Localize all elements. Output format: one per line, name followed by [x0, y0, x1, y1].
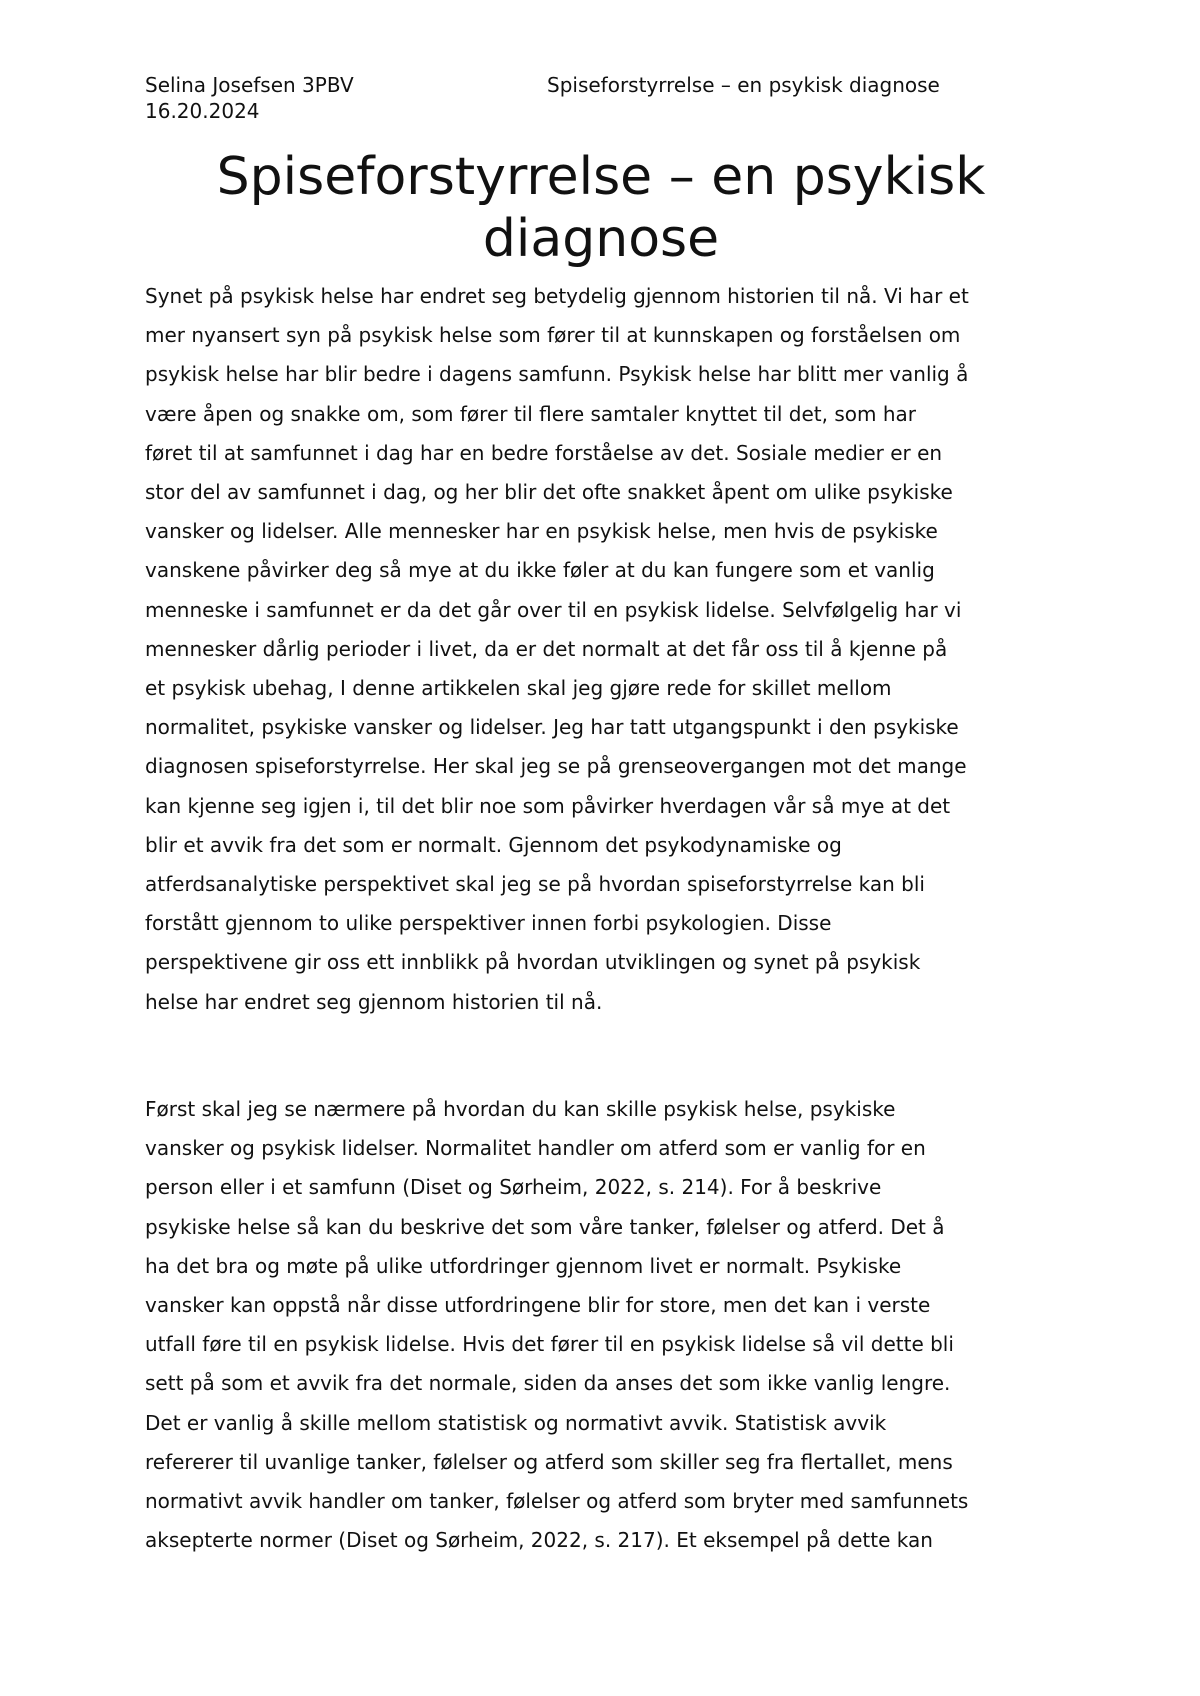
text-line: kan kjenne seg igjen i, til det blir noe som påvirker hverdagen vår så mye at det: [145, 793, 951, 818]
text-line: Synet på psykisk helse har endret seg betydelig gjennom historien til nå. Vi har et: [145, 284, 969, 308]
text-line: vansker og psykisk lidelser. Normalitet handler om atferd som er vanlig for en: [145, 1136, 926, 1161]
text-line: vansker kan oppstå når disse utfordringene blir for store, men det kan i verste: [145, 1293, 931, 1318]
text-line: aksepterte normer (Diset og Sørheim, 2022, s. 217). Et eksempel på dette kan: [145, 1528, 933, 1553]
text-line: psykiske helse så kan du beskrive det som våre tanker, følelser og atferd. Det å: [145, 1214, 945, 1239]
paragraph-intro: [145, 277, 1065, 1022]
document-title: [145, 146, 1057, 270]
text-line: helse har endret seg gjennom historien til nå.: [145, 989, 603, 1014]
text-line: psykisk helse har blir bedre i dagens samfunn. Psykisk helse har blitt mer vanlig å: [145, 362, 969, 387]
text-line: ha det bra og møte på ulike utfordringer gjennom livet er normalt. Psykiske: [145, 1253, 902, 1278]
text-line: normalitet, psykiske vansker og lidelser. Jeg har tatt utgangspunkt i den psykiske: [145, 715, 959, 740]
text-line: forstått gjennom to ulike perspektiver innen forbi psykologien. Disse: [145, 911, 832, 936]
text-line: stor del av samfunnet i dag, og her blir det ofte snakket åpent om ulike psykiske: [145, 480, 953, 505]
text-line: et psykisk ubehag, I denne artikkelen skal jeg gjøre rede for skillet mellom: [145, 676, 892, 701]
text-line: vansker og lidelser. Alle mennesker har en psykisk helse, men hvis de psykiske: [145, 519, 938, 544]
author-line: Selina Josefsen 3PBV: [145, 73, 354, 97]
header-left: [145, 72, 354, 124]
text-line: Det er vanlig å skille mellom statistisk og normativt avvik. Statistisk avvik: [145, 1410, 887, 1435]
text-line: normativt avvik handler om tanker, følelser og atferd som bryter med samfunnets: [145, 1489, 969, 1514]
title-line: diagnose: [482, 209, 720, 269]
running-title: Spiseforstyrrelse – en psykisk diagnose: [547, 73, 940, 97]
text-line: sett på som et avvik fra det normale, siden da anses det som ikke vanlig lengre.: [145, 1371, 951, 1396]
text-line: mennesker dårlig perioder i livet, da er det normalt at det får oss til å kjenne på: [145, 636, 948, 661]
text-line: diagnosen spiseforstyrrelse. Her skal jeg se på grenseovergangen mot det mange: [145, 754, 967, 779]
text-line: atferdsanalytiske perspektivet skal jeg se på hvordan spiseforstyrrelse kan bli: [145, 872, 925, 897]
text-line: vanskene påvirker deg så mye at du ikke føler at du kan fungere som et vanlig: [145, 558, 935, 583]
paragraph-normality: [145, 1090, 1065, 1560]
text-line: blir et avvik fra det som er normalt. Gjennom det psykodynamiske og: [145, 832, 842, 857]
title-line: Spiseforstyrrelse – en psykisk: [216, 147, 986, 207]
text-line: person eller i et samfunn (Diset og Sørheim, 2022, s. 214). For å beskrive: [145, 1175, 882, 1200]
text-line: refererer til uvanlige tanker, følelser og atferd som skiller seg fra flertallet, mens: [145, 1449, 953, 1474]
text-line: menneske i samfunnet er da det går over til en psykisk lidelse. Selvfølgelig har vi: [145, 597, 962, 622]
date-line: 16.20.2024: [145, 99, 260, 123]
text-line: mer nyansert syn på psykisk helse som fører til at kunnskapen og forståelsen om: [145, 323, 961, 348]
header-right: [547, 72, 940, 98]
text-line: utfall føre til en psykisk lidelse. Hvis det fører til en psykisk lidelse så vil dette bli: [145, 1332, 954, 1357]
text-line: Først skal jeg se nærmere på hvordan du kan skille psykisk helse, psykiske: [145, 1097, 896, 1121]
text-line: perspektivene gir oss ett innblikk på hvordan utviklingen og synet på psykisk: [145, 950, 921, 975]
text-line: føret til at samfunnet i dag har en bedre forståelse av det. Sosiale medier er en: [145, 440, 943, 465]
text-line: være åpen og snakke om, som fører til flere samtaler knyttet til det, som har: [145, 401, 916, 426]
